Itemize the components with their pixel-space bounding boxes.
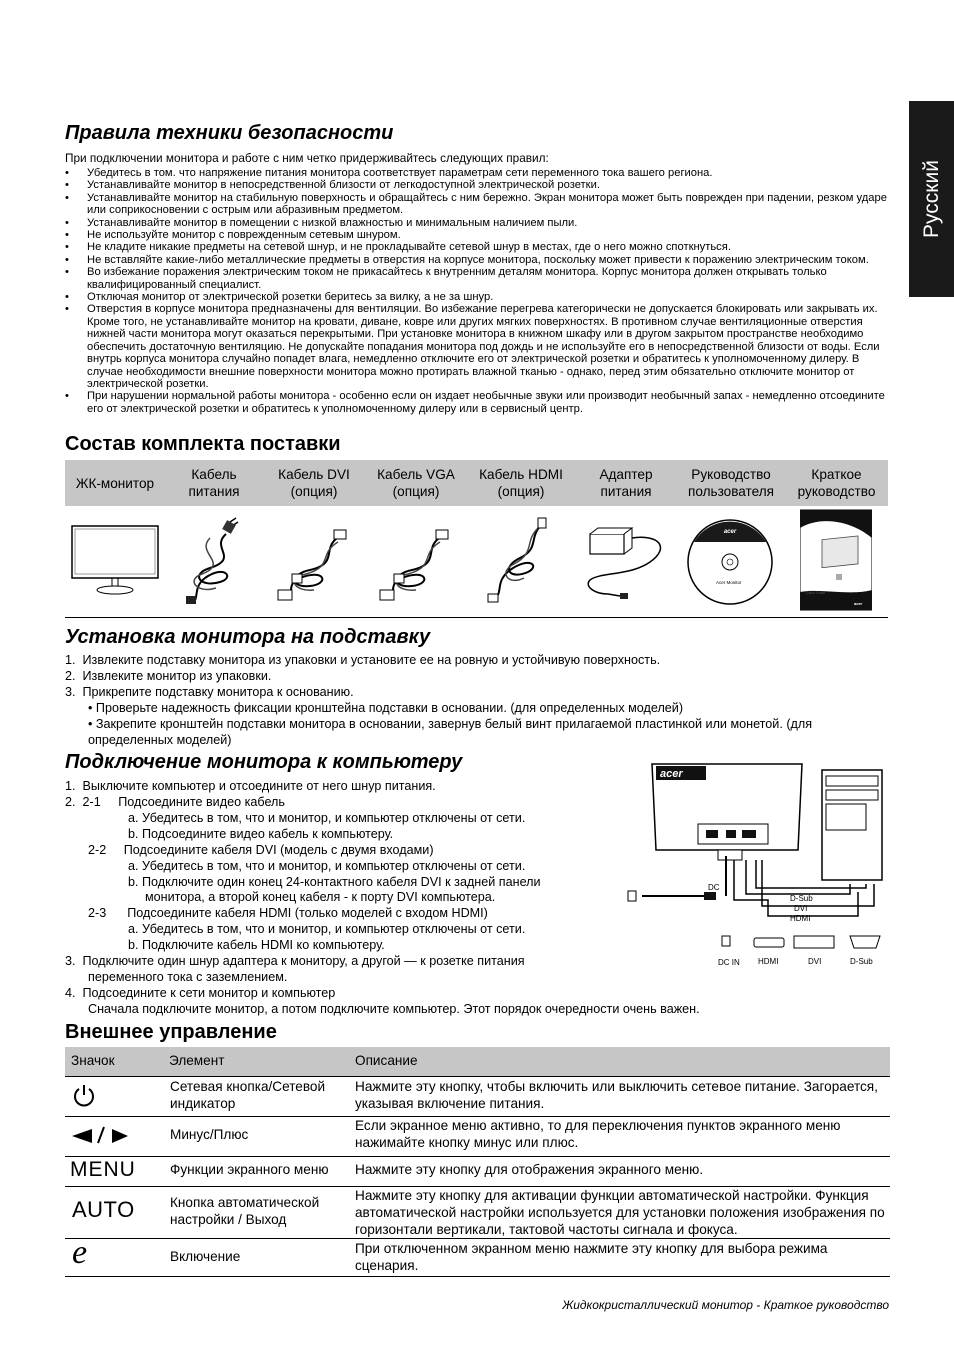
connect-line: b. Подключите один конец 24-контактного кабеля DVI к задней панели [128,875,541,889]
list-item: • Устанавливайте монитор в непосредственной близости от легкодоступной электрической розетки. [65,179,890,191]
cd-label: Acer Monitor [716,580,742,585]
hdmi-port-icon [754,938,784,947]
list-item: 2. Извлеките монитор из упаковки. [65,668,272,683]
vga-cable-image [372,508,452,616]
stand-substep-1: • Проверьте надежность фиксации кронштейна подставки в основании. (для определенных моделей) [88,701,684,715]
guide-brand: acer [854,601,863,606]
connect-line: a. Убедитесь в том, что и монитор, и компьютер отключены от сети. [128,922,526,936]
connect-line: 4. Подсоедините к сети монитор и компьютер [65,986,336,1000]
list-item: 1. Извлеките подставку монитора из упаковки и установите ее на ровную и устойчивую поверхность. [65,653,661,667]
dsub-port-icon [850,936,880,948]
diagram-dsub-label: D-Sub [790,894,813,903]
connect-line: 2. 2-1 Подсоедините видео кабель [65,795,285,809]
port-label: HDMI [758,957,779,966]
connect-line: 2-2 Подсоедините кабеля DVI (модель с двумя входами) [88,843,434,857]
package-col: Кабель DVI (опция) [278,467,350,499]
diagram-dvi-label: DVI [794,904,808,913]
user-manual-cd-image [686,508,774,616]
connect-line: b. Подсоедините видео кабель к компьютеру. [128,827,394,841]
list-item: • Отверстия в корпусе монитора предназначены для вентиляции. Во избежание перегрева категорически не допускается блокировать или закрывать их. Кроме того, не устанавливайте монитор на кровати, диване, ковре или других мягких поверхностях. В противном случае вентиляционные отверстия нижней части монитора могут оказаться перекрытыми. При установке монитора в книжном шкафу или в другом закрытом пространстве необходимо обеспечить достаточную вентиляцию. Не допускайте попадания монитора под дождь и не используйте его в непосредственной близости от воды. Если внутрь корпуса монитора случайно попадет влага, немедленно отключите его от электрической розетки и обратитесь к уполномоченному дилеру. В случае необходимости внешние поверхности монитора можно протирать влажной тканью - однако, перед этим обязательно отключите монитор от электрической розетки. [65,303,890,390]
control-item: Кнопка автоматической настройки / Выход [170,1195,320,1227]
package-divider [65,617,888,618]
language-tab-label: Русский [919,160,943,238]
language-tab [909,101,954,297]
power-adapter-image [580,508,672,616]
package-header [65,460,888,506]
diagram-brand: acer [660,768,683,780]
package-col: Кабель питания [188,467,240,499]
list-item: • Во избежание поражения электрическим током не прикасайтесь к внутренним деталям монитора. Корпус монитора должен открывать только квалифицированный специалист. [65,266,890,291]
connection-diagram [622,760,892,970]
controls-title: Внешнее управление [65,1021,277,1043]
package-col: Кабель HDMI (опция) [479,467,563,499]
list-item: • Не вставляйте какие-либо металлические предметы в отверстия на корпусе монитора, поскольку может привести к поражению электрическим током. [65,254,890,266]
connect-line: 1. Выключите компьютер и отсоедините от него шнур питания. [65,779,436,793]
dvi-port-icon [794,936,834,948]
auto-icon: AUTO [72,1197,135,1222]
divider [65,1156,890,1157]
control-desc: Нажмите эту кнопку для активации функции автоматической настройки. Функция автоматической настройки используется для установки положения изображения по горизонтали вертикали, тактовой частоты сигнала и фокуса. [355,1188,885,1237]
page-footer: Жидкокристаллический монитор - Краткое руководство [562,1298,889,1312]
empowering-icon: e [72,1234,88,1271]
divider [65,1076,890,1077]
lcd-monitor-image [68,508,164,616]
diagram-hdmi-label: HDMI [790,914,811,923]
list-item: • Отключая монитор от электрической розетки беритесь за вилку, а не за шнур. [65,291,890,303]
safety-intro: При подключении монитора и работе с ним четко придерживайтесь следующих правил: [65,151,549,165]
list-item: • Убедитесь в том. что напряжение питания монитора соответствует параметрам сети переменного тока вашего региона. [65,167,890,179]
guide-small-label: Quick Guide [806,591,826,595]
controls-col-item: Элемент [169,1053,225,1068]
stand-steps [65,653,660,701]
connect-line: Сначала подключите монитор, а потом подключите компьютер. Этот порядок очередности очень важен. [88,1002,700,1016]
divider [65,1238,890,1239]
controls-col-icon: Значок [71,1053,115,1068]
control-item: Включение [170,1249,241,1264]
port-label: DVI [808,957,822,966]
dc-in-port-icon [722,936,730,946]
stand-substep-2: • Закрепите кронштейн подставки монитора в основании, завернув белый винт прилагаемой пластинкой или монетой. (для определенных моделей) [88,717,813,747]
control-item: Минус/Плюс [170,1127,249,1142]
list-item: • Устанавливайте монитор в помещении с низкой влажностью и минимальным наличием пыли. [65,217,890,229]
connect-title: Подключение монитора к компьютеру [65,751,463,773]
diagram-dc-label: DC [708,883,720,892]
control-desc: Если экранное меню активно, то для переключения пунктов экранного меню нажимайте кнопку минус или плюс. [355,1118,841,1150]
connect-line: b. Подключите кабель HDMI ко компьютеру. [128,938,385,952]
package-col: Адаптер питания [599,467,653,499]
connect-line: 3. Подключите один шнур адаптера к монитору, а другой — к розетке питания [65,954,525,968]
control-desc: При отключенном экранном меню нажмите эту кнопку для выбора режима сценария. [355,1241,828,1273]
list-item: • Не кладите никакие предметы на сетевой шнур, и не прокладывайте сетевой шнур в местах, где о него можно споткнуться. [65,241,890,253]
list-item: 3. Прикрепите подставку монитора к основанию. [65,684,354,699]
list-item: • Устанавливайте монитор на стабильную поверхность и обращайтесь с ним бережно. Экран монитора может быть поврежден при падении, резком ударе или соприкосновении с острым или абразивным предметом. [65,192,890,217]
list-item: • Не используйте монитор с поврежденным сетевым шнуром. [65,229,890,241]
connect-line: 2-3 Подсоедините кабеля HDMI (только моделей с входом HDMI) [88,906,488,920]
control-desc: Нажмите эту кнопку для отображения экранного меню. [355,1162,704,1177]
menu-icon: MENU [70,1158,136,1181]
dvi-cable-image [270,508,350,616]
connect-line: a. Убедитесь в том, что и монитор, и компьютер отключены от сети. [128,859,526,873]
minus-plus-icon [70,1125,130,1145]
port-label: D-Sub [850,957,873,966]
control-item: Функции экранного меню [170,1162,329,1177]
control-item: Сетевая кнопка/Сетевой индикатор [170,1079,326,1111]
control-desc: Нажмите эту кнопку, чтобы включить или выключить сетевое питание. Загорается, указывая включение питания. [355,1079,878,1111]
port-label: DC IN [718,958,740,967]
cd-brand: acer [723,529,737,535]
package-col: Руководство пользователя [687,467,775,499]
connect-line: переменного тока с заземлением. [88,970,288,984]
safety-title: Правила техники безопасности [65,122,394,144]
connect-line: монитора, а второй конец кабеля - к порту DVI компьютера. [145,890,496,904]
power-icon [72,1084,96,1108]
controls-header [65,1047,890,1076]
stand-title: Установка монитора на подставку [65,626,431,648]
safety-list [65,167,890,415]
connect-line: a. Убедитесь в том, что и монитор, и компьютер отключены от сети. [128,811,526,825]
divider [65,1276,890,1277]
quick-guide-image [800,508,872,616]
package-title: Состав комплекта поставки [65,433,341,455]
package-col: Краткое руководство [797,467,876,499]
power-cable-image [180,508,250,616]
package-col: Кабель VGA (опция) [377,467,455,499]
hdmi-cable-image [480,508,560,616]
list-item: • При нарушении нормальной работы монитора - особенно если он издает необычные звуки или производит необычный запах - немедленно отсоедините его от электрической розетки и обратитесь к уполномоченному дилеру или в сервисный центр. [65,390,890,415]
package-col: ЖК-монитор [75,475,155,491]
controls-col-desc: Описание [355,1053,418,1068]
